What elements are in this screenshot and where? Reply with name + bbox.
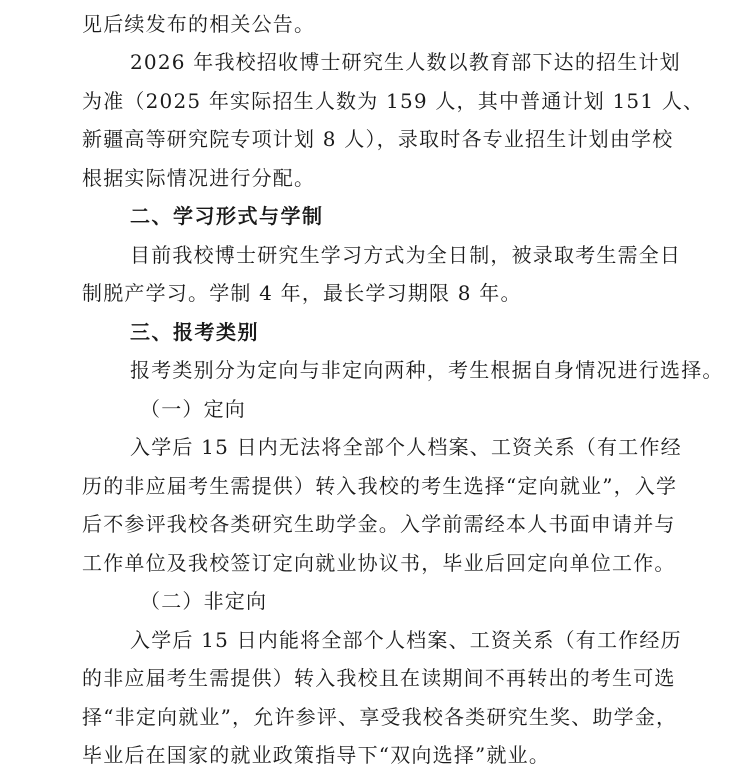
paragraph-line: 制脱产学习。学制 4 年，最长学习期限 8 年。 (82, 281, 522, 305)
paragraph-line: 入学后 15 日内能将全部个人档案、工资关系（有工作经历 (130, 628, 682, 652)
paragraph-line: 根据实际情况进行分配。 (82, 166, 316, 190)
paragraph-line: 后不参评我校各类研究生助学金。入学前需经本人书面申请并与 (82, 512, 676, 536)
paragraph-line: 历的非应届考生需提供）转入我校的考生选择“定向就业”，入学 (82, 474, 678, 498)
paragraph-line: 工作单位及我校签订定向就业协议书，毕业后回定向单位工作。 (82, 551, 676, 575)
subsection-heading: （二）非定向 (140, 589, 268, 613)
paragraph-line: 择“非定向就业”，允许参评、享受我校各类研究生奖、助学金， (82, 705, 678, 729)
paragraph-line: 目前我校博士研究生学习方式为全日制，被录取考生需全日 (130, 243, 682, 267)
section-heading: 三、报考类别 (130, 320, 259, 344)
paragraph-line: 入学后 15 日内无法将全部个人档案、工资关系（有工作经 (130, 435, 682, 459)
paragraph-line: 新疆高等研究院专项计划 8 人），录取时各专业招生计划由学校 (82, 127, 674, 151)
paragraph-line: 报考类别分为定向与非定向两种，考生根据自身情况进行选择。 (130, 358, 724, 382)
paragraph-line: 为准（2025 年实际招生人数为 159 人，其中普通计划 151 人、 (82, 89, 705, 113)
section-heading: 二、学习形式与学制 (130, 204, 324, 228)
paragraph-line: 2026 年我校招收博士研究生人数以教育部下达的招生计划 (130, 50, 681, 74)
paragraph-line: 见后续发布的相关公告。 (82, 12, 316, 36)
paragraph-line: 毕业后在国家的就业政策指导下“双向选择”就业。 (82, 743, 551, 767)
subsection-heading: （一）定向 (140, 397, 246, 421)
paragraph-line: 的非应届考生需提供）转入我校且在读期间不再转出的考生可选 (82, 666, 676, 690)
